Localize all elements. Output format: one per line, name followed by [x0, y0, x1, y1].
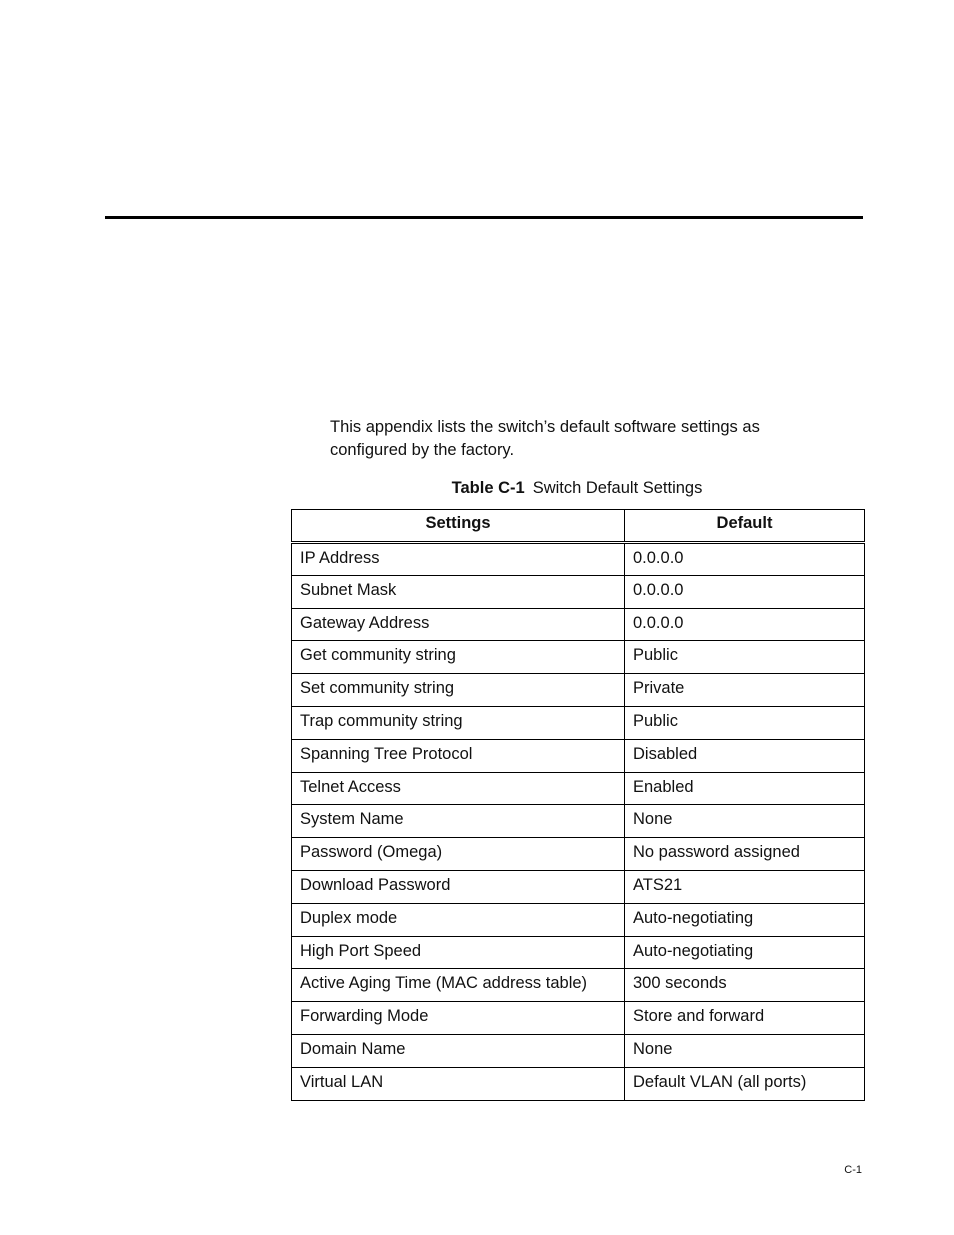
setting-name-cell: Active Aging Time (MAC address table) — [292, 969, 625, 1002]
setting-default-cell: No password assigned — [625, 838, 865, 871]
default-settings-table — [291, 509, 865, 1101]
setting-name-cell: Get community string — [292, 641, 625, 674]
setting-name-cell: Spanning Tree Protocol — [292, 739, 625, 772]
table-row — [292, 870, 865, 903]
setting-default-cell: Disabled — [625, 739, 865, 772]
setting-name-cell: Gateway Address — [292, 608, 625, 641]
intro-paragraph — [330, 416, 830, 462]
setting-default-cell: Store and forward — [625, 1002, 865, 1035]
table-row — [292, 805, 865, 838]
table-row — [292, 706, 865, 739]
table-row — [292, 772, 865, 805]
setting-name-cell: Telnet Access — [292, 772, 625, 805]
table-row — [292, 1067, 865, 1100]
setting-name-cell: Virtual LAN — [292, 1067, 625, 1100]
table-caption — [291, 477, 863, 499]
table-row — [292, 641, 865, 674]
setting-default-cell: 0.0.0.0 — [625, 543, 865, 576]
setting-name-cell: Subnet Mask — [292, 575, 625, 608]
table-row — [292, 936, 865, 969]
table-row — [292, 1002, 865, 1035]
table-row — [292, 739, 865, 772]
setting-default-cell: None — [625, 1034, 865, 1067]
header-rule — [105, 216, 863, 219]
table-row — [292, 575, 865, 608]
setting-name-cell: Password (Omega) — [292, 838, 625, 871]
table-row — [292, 608, 865, 641]
table-header-row — [292, 510, 865, 543]
setting-default-cell: ATS21 — [625, 870, 865, 903]
intro-text: This appendix lists the switch’s default software settings as configured by the factory. — [330, 418, 760, 459]
table-caption-title: Switch Default Settings — [532, 479, 703, 497]
setting-default-cell: 0.0.0.0 — [625, 608, 865, 641]
table-row — [292, 543, 865, 576]
setting-name-cell: System Name — [292, 805, 625, 838]
setting-default-cell: Public — [625, 641, 865, 674]
table-row — [292, 969, 865, 1002]
setting-default-cell: Auto-negotiating — [625, 936, 865, 969]
table-row — [292, 674, 865, 707]
column-header-default: Default — [625, 510, 865, 543]
table-row — [292, 838, 865, 871]
setting-name-cell: Download Password — [292, 870, 625, 903]
setting-default-cell: Enabled — [625, 772, 865, 805]
table-caption-label: Table C-1 — [451, 479, 525, 497]
setting-name-cell: High Port Speed — [292, 936, 625, 969]
setting-name-cell: IP Address — [292, 543, 625, 576]
setting-default-cell: 0.0.0.0 — [625, 575, 865, 608]
setting-name-cell: Domain Name — [292, 1034, 625, 1067]
setting-default-cell: None — [625, 805, 865, 838]
setting-default-cell: Private — [625, 674, 865, 707]
column-header-settings: Settings — [292, 510, 625, 543]
setting-name-cell: Trap community string — [292, 706, 625, 739]
table-row — [292, 1034, 865, 1067]
setting-default-cell: Public — [625, 706, 865, 739]
setting-default-cell: 300 seconds — [625, 969, 865, 1002]
table-row — [292, 903, 865, 936]
setting-name-cell: Duplex mode — [292, 903, 625, 936]
setting-name-cell: Set community string — [292, 674, 625, 707]
setting-default-cell: Default VLAN (all ports) — [625, 1067, 865, 1100]
page-number: C-1 — [844, 1164, 862, 1176]
setting-name-cell: Forwarding Mode — [292, 1002, 625, 1035]
setting-default-cell: Auto-negotiating — [625, 903, 865, 936]
